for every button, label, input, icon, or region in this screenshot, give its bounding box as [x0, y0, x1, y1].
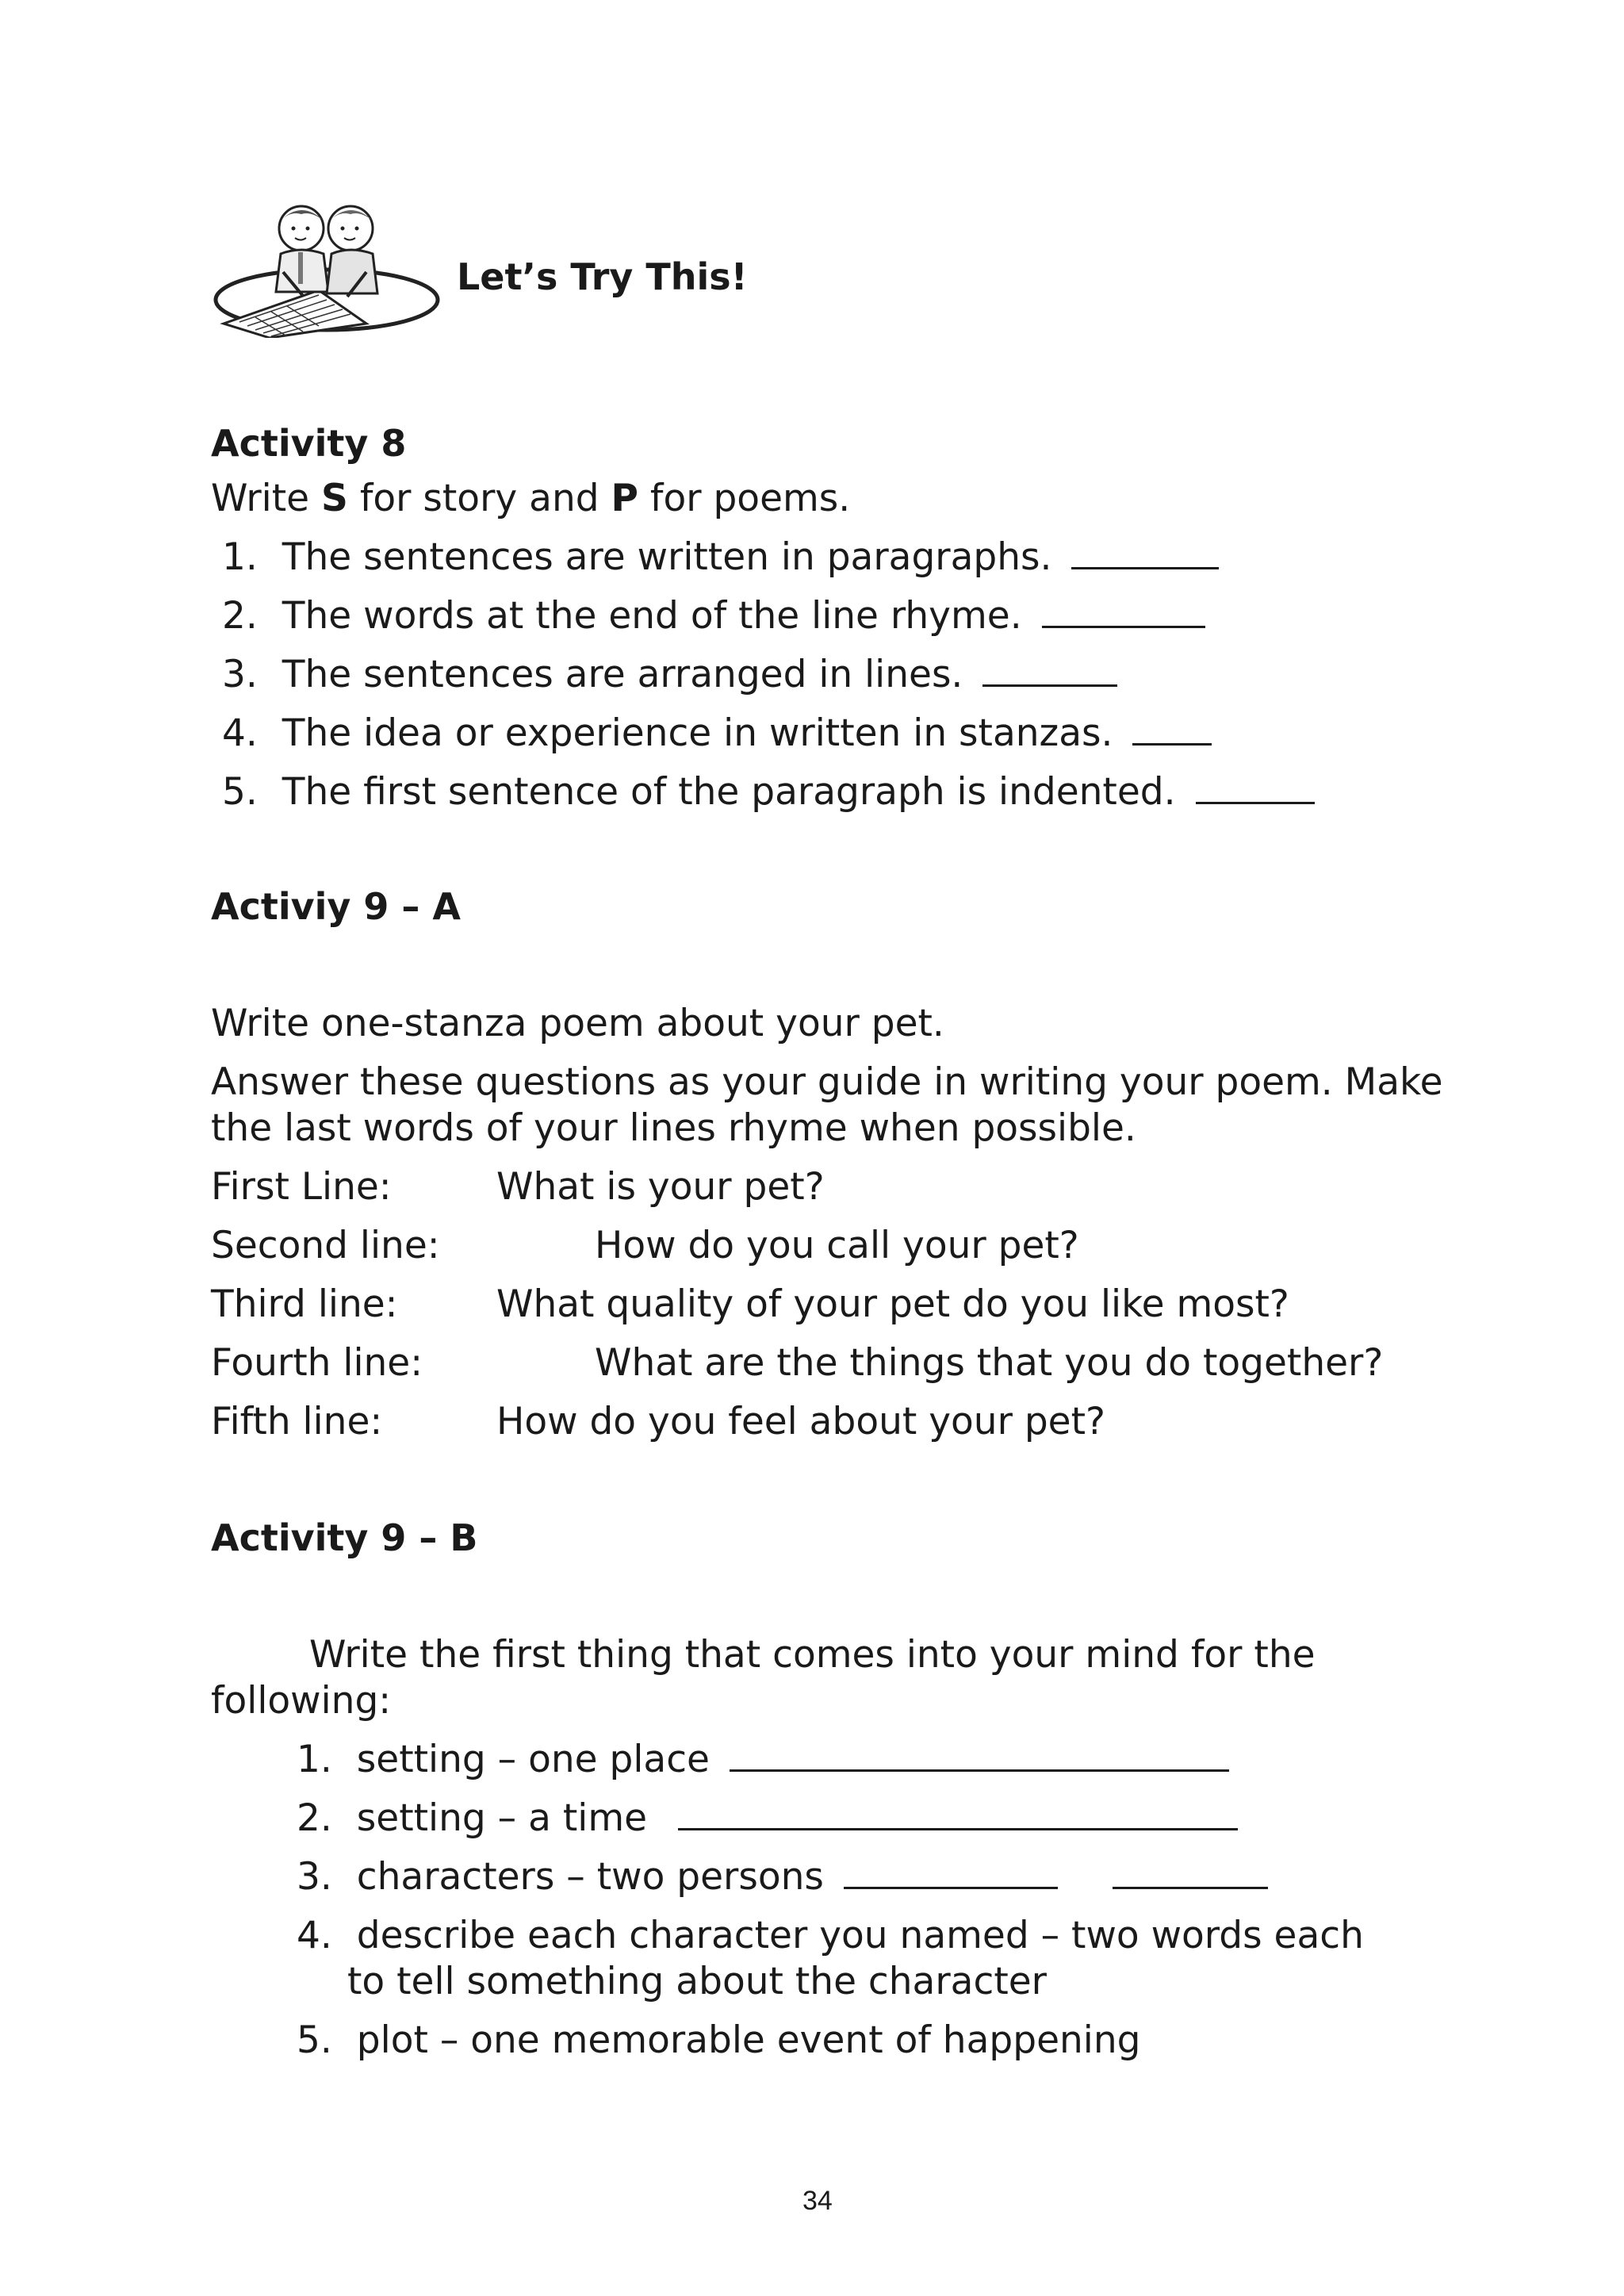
activity-8-instruction — [211, 476, 850, 522]
instruction-text: for story and — [347, 477, 611, 520]
list-item — [297, 2018, 1140, 2064]
line-question: How do you call your pet? — [595, 1224, 1079, 1267]
answer-blank[interactable] — [1132, 711, 1212, 746]
line-label: Second line: — [211, 1224, 440, 1267]
line-label: Third line: — [211, 1282, 398, 1326]
item-text: The first sentence of the paragraph is indented. — [282, 770, 1176, 814]
list-item — [222, 769, 1315, 815]
answer-blank[interactable] — [678, 1796, 1238, 1830]
item-text: The idea or experience in written in stanzas. — [282, 711, 1113, 755]
answer-blank-first-character[interactable] — [844, 1855, 1058, 1889]
section-title: Let’s Try This! — [457, 255, 748, 298]
instruction-s-letter: S — [321, 477, 348, 520]
item-text-continuation: to tell something about the character — [347, 1960, 1047, 2003]
item-number: 3. — [222, 653, 258, 696]
list-item — [222, 652, 1117, 698]
line-question: What quality of your pet do you like most? — [496, 1282, 1289, 1326]
activity-9b-heading: Activity 9 – B — [211, 1516, 478, 1559]
item-text: The sentences are arranged in lines. — [282, 653, 963, 696]
item-number: 2. — [222, 594, 258, 638]
answer-blank[interactable] — [982, 653, 1117, 687]
instruction-text: Write — [211, 477, 322, 520]
instruction-p-letter: P — [611, 477, 638, 520]
page-number: 34 — [802, 2186, 833, 2216]
item-text: setting – one place — [356, 1738, 710, 1781]
answer-blank-second-character[interactable] — [1113, 1855, 1268, 1889]
answer-blank[interactable] — [730, 1738, 1229, 1772]
list-item — [222, 535, 1219, 581]
line-label: First Line: — [211, 1165, 392, 1209]
answer-blank[interactable] — [1196, 770, 1315, 804]
activity-8-heading: Activity 8 — [211, 422, 407, 465]
activity-9b-intro: following: — [211, 1679, 392, 1723]
activity-9b-intro: Write the first thing that comes into your mind for the — [309, 1633, 1316, 1677]
list-item — [297, 1913, 1364, 1959]
list-item — [297, 1737, 1229, 1783]
list-item — [222, 593, 1205, 639]
answer-blank[interactable] — [1042, 594, 1205, 628]
item-text: characters – two persons — [356, 1855, 824, 1899]
activity-9a-intro: Write one-stanza poem about your pet. — [211, 1002, 944, 1045]
item-text: describe each character you named – two words each — [356, 1914, 1364, 1957]
line-label: Fourth line: — [211, 1341, 423, 1385]
item-number: 1. — [222, 535, 258, 579]
item-text: setting – a time — [356, 1796, 648, 1840]
item-text: The sentences are written in paragraphs. — [282, 535, 1052, 579]
line-question: How do you feel about your pet? — [496, 1400, 1105, 1443]
item-number: 4. — [297, 1914, 332, 1957]
list-item — [297, 1854, 1268, 1900]
line-label: Fifth line: — [211, 1400, 383, 1443]
line-question: What are the things that you do together? — [595, 1341, 1384, 1385]
activity-9a-heading: Activiy 9 – A — [211, 885, 462, 928]
children-reading-illustration — [208, 197, 450, 338]
answer-blank[interactable] — [1071, 535, 1219, 569]
item-number: 1. — [297, 1738, 332, 1781]
list-item — [297, 1796, 1238, 1842]
item-text: plot – one memorable event of happening — [356, 2018, 1141, 2062]
instruction-text: for poems. — [638, 477, 851, 520]
item-number: 2. — [297, 1796, 332, 1840]
list-item — [222, 711, 1212, 757]
item-text: The words at the end of the line rhyme. — [282, 594, 1022, 638]
activity-9a-guide: Answer these questions as your guide in writing your poem. Make — [211, 1060, 1443, 1104]
item-number: 5. — [222, 770, 258, 814]
item-number: 3. — [297, 1855, 332, 1899]
item-number: 5. — [297, 2018, 332, 2062]
line-question: What is your pet? — [496, 1165, 825, 1209]
item-number: 4. — [222, 711, 258, 755]
activity-9a-guide: the last words of your lines rhyme when possible. — [211, 1106, 1136, 1150]
